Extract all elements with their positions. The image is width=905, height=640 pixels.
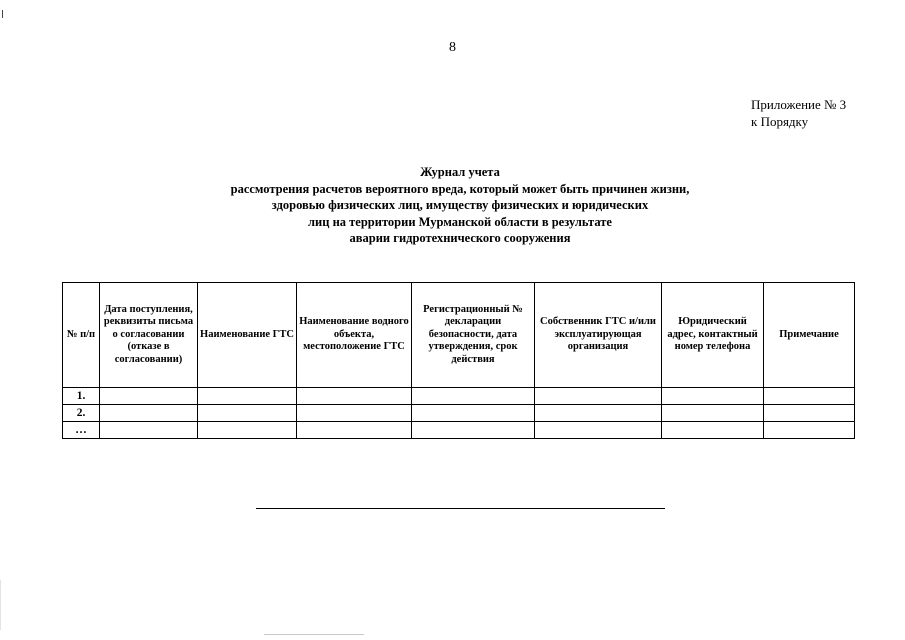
table-cell <box>535 405 662 422</box>
table-cell <box>297 388 412 405</box>
table-cell <box>297 422 412 439</box>
table-cell <box>412 422 535 439</box>
header-cell-number: № п/п <box>63 283 100 388</box>
table-row <box>63 422 855 439</box>
table-cell <box>764 405 855 422</box>
table-cell <box>535 422 662 439</box>
row-number-cell: 2. <box>63 405 100 422</box>
appendix-line: к Порядку <box>751 114 809 129</box>
table-cell <box>198 388 297 405</box>
header-cell-address: Юридический адрес, контактный номер телефона <box>662 283 764 388</box>
closing-rule <box>256 508 665 509</box>
table-cell <box>412 405 535 422</box>
journal-title <box>160 164 760 247</box>
table-header-row <box>63 283 855 388</box>
table-cell <box>412 388 535 405</box>
appendix-line: Приложение № 3 <box>751 97 847 112</box>
faint-bottom-rule <box>264 634 364 635</box>
title-line: рассмотрения расчетов вероятного вреда, который может быть причинен жизни, <box>230 181 690 196</box>
title-line: Журнал учета <box>420 165 500 179</box>
header-cell-water-object: Наименование водного объекта, местоположение ГТС <box>297 283 412 388</box>
table-cell <box>297 405 412 422</box>
table-row <box>63 388 855 405</box>
table-cell <box>198 422 297 439</box>
margin-scan-shadow <box>0 580 1 630</box>
table-cell <box>764 388 855 405</box>
table-cell <box>764 422 855 439</box>
table-cell <box>100 405 198 422</box>
margin-scan-mark <box>2 10 3 18</box>
title-line: здоровью физических лиц, имуществу физических и юридических <box>271 198 649 212</box>
table-cell <box>662 422 764 439</box>
title-line: лиц на территории Мурманской области в результате <box>308 214 612 229</box>
table-cell <box>662 405 764 422</box>
appendix-reference <box>751 96 846 130</box>
table-row <box>63 405 855 422</box>
table-cell <box>198 405 297 422</box>
row-number-cell: … <box>63 422 100 439</box>
table-cell <box>662 388 764 405</box>
header-cell-note: Примечание <box>764 283 855 388</box>
header-cell-date: Дата поступления, реквизиты письма о согласовании (отказе в согласовании) <box>100 283 198 388</box>
table-cell <box>535 388 662 405</box>
row-number-cell: 1. <box>63 388 100 405</box>
header-cell-gts-name: Наименование ГТС <box>198 283 297 388</box>
header-cell-registration: Регистрационный № декларации безопасности, дата утверждения, срок действия <box>412 283 535 388</box>
journal-table <box>62 282 855 439</box>
table-cell <box>100 422 198 439</box>
header-cell-owner: Собственник ГТС и/или эксплуатирующая организация <box>535 283 662 388</box>
title-line: аварии гидротехнического сооружения <box>349 231 571 245</box>
page-number: 8 <box>449 40 456 55</box>
table-cell <box>100 388 198 405</box>
